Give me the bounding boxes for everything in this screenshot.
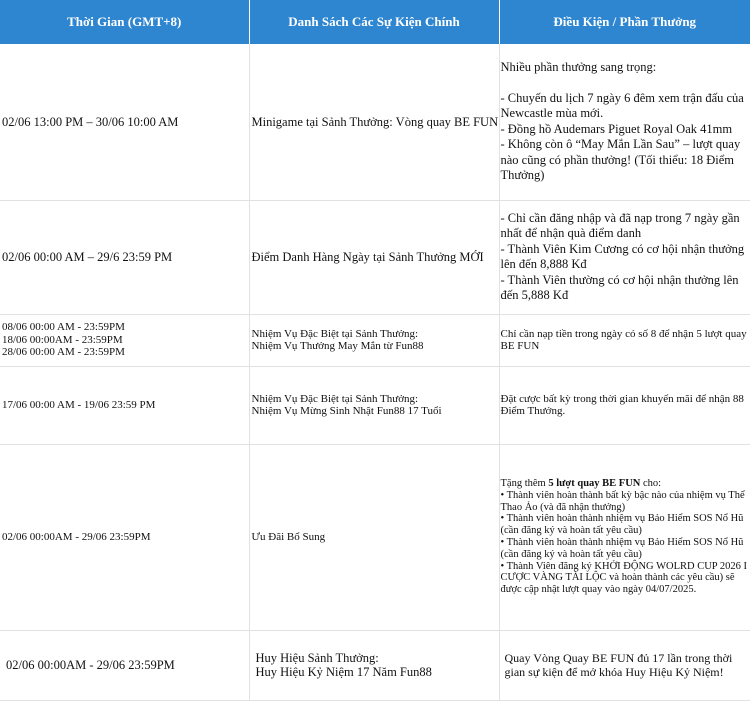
table-row: [0, 366, 750, 444]
event-cell: [249, 444, 499, 630]
table-row: [0, 200, 750, 314]
time-text: 02/06 13:00 PM – 30/06 10:00 AM: [2, 115, 249, 129]
event-text: Minigame tại Sảnh Thưởng: Vòng quay BE FUN: [252, 115, 499, 129]
reward-cell: [499, 200, 750, 314]
header-time: Thời Gian (GMT+8): [0, 0, 249, 44]
reward-text: Quay Vòng Quay BE FUN đủ 17 lần trong thời gian sự kiện để mở khóa Huy Hiệu Kỷ Niệm!: [505, 651, 750, 679]
reward-cell: [499, 44, 750, 200]
reward-after: cho:: [640, 478, 661, 489]
time-cell: [0, 314, 249, 366]
reward-intro: Tặng thêm: [501, 478, 549, 489]
event-text: Nhiệm Vụ Đặc Biệt tại Sảnh Thưởng: Nhiệm Vụ Mừng Sinh Nhật Fun88 17 Tuổi: [252, 393, 499, 418]
table-header-row: [0, 0, 750, 44]
time-text: 02/06 00:00 AM – 29/6 23:59 PM: [2, 250, 249, 264]
event-text: Huy Hiệu Sảnh Thưởng: Huy Hiệu Kỷ Niệm 17 Năm Fun88: [256, 651, 499, 679]
event-text: Ưu Đãi Bổ Sung: [252, 531, 499, 544]
event-cell: [249, 630, 499, 700]
reward-text: - Chỉ cần đăng nhập và đã nạp trong 7 ngày gần nhất để nhận quà điểm danh - Thành Viên Kim Cương có cơ hội nhận thưởng lên đến 8,888 Kđ - Thành Viên thường có cơ hội nhận thưởng lên đến 5,888 Kđ: [501, 211, 750, 304]
time-text: 08/06 00:00 AM - 23:59PM 18/06 00:00AM - 23:59PM 28/06 00:00 AM - 23:59PM: [2, 321, 249, 359]
reward-cell: [499, 444, 750, 630]
event-cell: [249, 314, 499, 366]
reward-text: [501, 478, 750, 490]
reward-text: Nhiều phần thưởng sang trọng: - Chuyến du lịch 7 ngày 6 đêm xem trận đấu của Newcastle mùa mới. - Đồng hồ Audemars Piguet Royal Oak 41mm - Không còn ô “May Mắn Lần Sau” – lượt quay nào cũng có phần thưởng! (Tối thiểu: 18 Điểm Thưởng): [501, 60, 750, 184]
event-cell: [249, 44, 499, 200]
reward-cell: [499, 366, 750, 444]
table-row: [0, 444, 750, 630]
table-row: [0, 314, 750, 366]
time-text: 17/06 00:00 AM - 19/06 23:59 PM: [2, 399, 249, 412]
time-cell: [0, 44, 249, 200]
time-cell: [0, 444, 249, 630]
time-cell: [0, 366, 249, 444]
time-text: 02/06 00:00AM - 29/06 23:59PM: [6, 658, 249, 672]
time-cell: [0, 630, 249, 700]
event-text: Điểm Danh Hàng Ngày tại Sảnh Thưởng MỚI: [252, 250, 499, 264]
table-row: [0, 630, 750, 700]
reward-list: • Thành viên hoàn thành bất kỳ bậc nào của nhiệm vụ Thể Thao Ảo (và đã nhận thưởng) • Thành viên hoàn thành nhiệm vụ Bảo Hiểm SOS Nổ Hũ (cần đăng ký và hoàn tất yêu cầu) • Thành viên hoàn thành nhiệm vụ Bảo Hiểm SOS Nổ Hũ (cần đăng ký và hoàn tất yêu cầu) • Thành Viên đăng ký KHỞI ĐỘNG WOLRD CUP 2026 I CƯỢC VÀNG TÀI LỘC và hoàn thành các yêu cầu) sẽ được cập nhật lượt quay vào ngày 04/07/2025.: [501, 490, 750, 596]
header-events: Danh Sách Các Sự Kiện Chính: [249, 0, 499, 44]
event-cell: [249, 366, 499, 444]
reward-cell: [499, 630, 750, 700]
header-rewards: Điều Kiện / Phần Thưởng: [499, 0, 750, 44]
time-text: 02/06 00:00AM - 29/06 23:59PM: [2, 531, 249, 544]
event-cell: [249, 200, 499, 314]
time-cell: [0, 200, 249, 314]
table-row: [0, 44, 750, 200]
reward-cell: [499, 314, 750, 366]
event-text: Nhiệm Vụ Đặc Biệt tại Sảnh Thưởng: Nhiệm Vụ Thưởng May Mắn từ Fun88: [252, 328, 499, 353]
reward-text: Chỉ cần nạp tiền trong ngày có số 8 để nhận 5 lượt quay BE FUN: [501, 328, 750, 353]
reward-text: Đặt cược bất kỳ trong thời gian khuyến mãi để nhận 88 Điểm Thưởng.: [501, 393, 750, 418]
reward-highlight: 5 lượt quay BE FUN: [548, 478, 640, 489]
